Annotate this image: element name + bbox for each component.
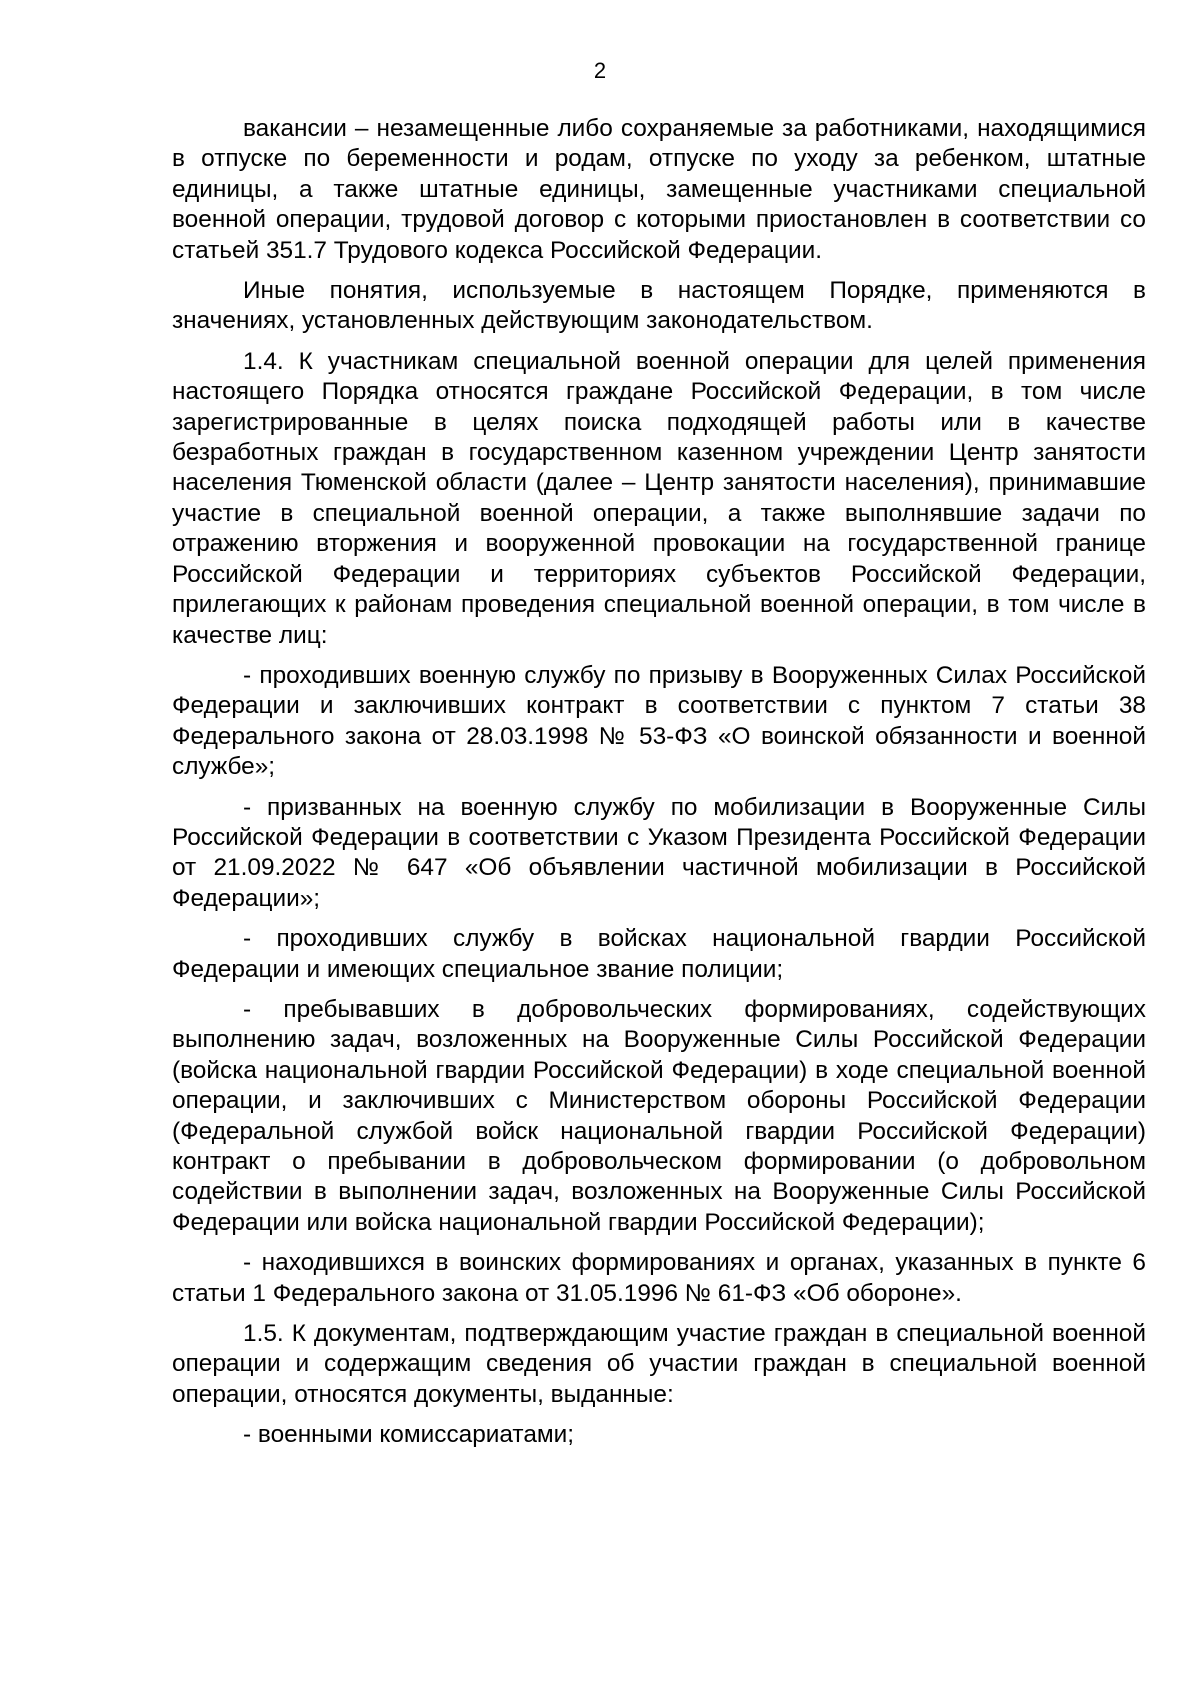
list-item-volunteer-formations: - пребывавших в добровольческих формированиях, содействующих выполнению задач, возложенных на Вооруженные Силы Российской Федерации (войска национальной гвардии Российской Федерации) в ходе специальной военной операции, и заключивших с Министерством обороны Российской Федерации (Федеральной службой войск национальной гвардии Российской Федерации) контракт о пребывании в добровольческом формировании (о добровольном содействии в выполнении задач, возложенных на Вооруженные Силы Российской Федерации или войска национальной гвардии Российской Федерации); — [172, 995, 1146, 1236]
list-item-conscripts: - проходивших военную службу по призыву в Вооруженных Силах Российской Федерации и заключивших контракт в соответствии с пунктом 7 статьи 38 Федерального закона от 28.03.1998 № 53-ФЗ «О воинской обязанности и военной службе»; — [172, 661, 1146, 781]
paragraph-vacancies-definition: вакансии – незамещенные либо сохраняемые за работниками, находящимися в отпуске по беременности и родам, отпуске по уходу за ребенком, штатные единицы, а также штатные единицы, замещенные участниками специальной военной операции, трудовой договор с которыми приостановлен в соответствии со статьей 351.7 Трудового кодекса Российской Федерации. — [172, 115, 1146, 264]
list-item-military-commissariats: - военными комиссариатами; — [243, 1421, 575, 1449]
list-item-national-guard: - проходивших службу в войсках национальной гвардии Российской Федерации и имеющих специальное звание полиции; — [172, 925, 1146, 983]
paragraph-1-4: 1.4. К участникам специальной военной операции для целей применения настоящего Порядка относятся граждане Российской Федерации, в том числе зарегистрированные в целях поиска подходящей работы или в качестве безработных граждан в государственном казенном учреждении Центр занятости населения Тюменской области (далее – Центр занятости населения), принимавшие участие в специальной военной операции, а также выполнявшие задачи по отражению вторжения и вооруженной провокации на государственной границе Российской Федерации и территориях субъектов Российской Федерации, прилегающих к районам проведения специальной военной операции, в том числе в качестве лиц: — [172, 347, 1146, 649]
page-number: 2 — [593, 58, 607, 83]
list-item-military-formations: - находившихся в воинских формированиях и органах, указанных в пункте 6 статьи 1 Федерального закона от 31.05.1996 № 61-ФЗ «Об обороне». — [172, 1249, 1146, 1307]
paragraph-other-terms: Иные понятия, используемые в настоящем Порядке, применяются в значениях, установленных действующим законодательством. — [172, 277, 1146, 335]
document-body — [172, 114, 1146, 1461]
paragraph-1-5: 1.5. К документам, подтверждающим участие граждан в специальной военной операции и содержащим сведения об участии граждан в специальной военной операции, относятся документы, выданные: — [172, 1320, 1146, 1408]
list-item-mobilized: - призванных на военную службу по мобилизации в Вооруженные Силы Российской Федерации в соответствии с Указом Президента Российской Федерации от 21.09.2022 № 647 «Об объявлении частичной мобилизации в Российской Федерации»; — [172, 793, 1146, 912]
